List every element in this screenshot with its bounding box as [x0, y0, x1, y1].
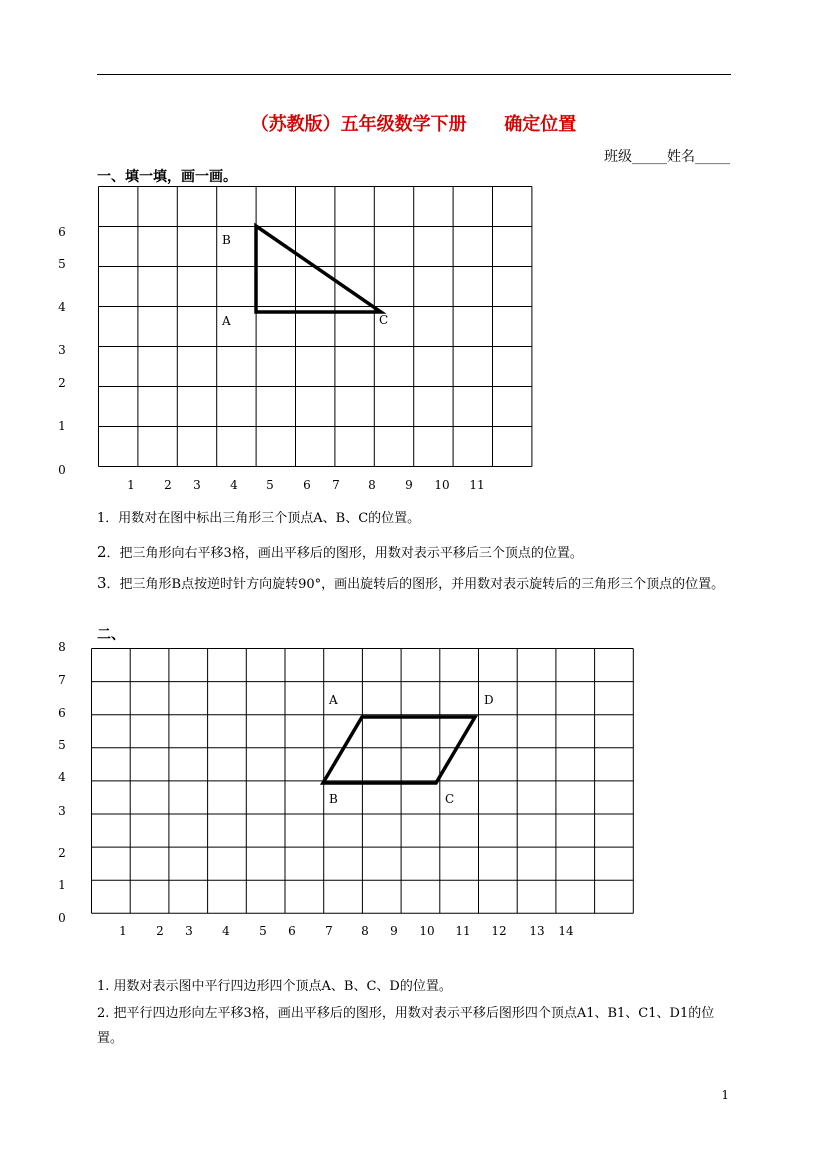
question-number: 2: [97, 1006, 106, 1021]
x-label: 2: [164, 478, 172, 492]
vertex-label-a: A: [222, 314, 231, 328]
question-text: . 用数对表示图中平行四边形四个顶点A、B、C、D的位置。: [105, 979, 452, 994]
section1-question-1: [97, 507, 737, 532]
x-label: 11: [455, 924, 471, 938]
x-label: 3: [193, 478, 201, 492]
x-label: 5: [259, 924, 267, 938]
vertex-label-c: C: [445, 792, 455, 806]
grid2-lines: [92, 649, 634, 914]
x-label: 14: [558, 924, 574, 938]
y-label: 1: [58, 419, 66, 433]
x-label: 5: [266, 478, 274, 492]
y-label: 6: [58, 225, 66, 239]
x-label: 1: [119, 924, 127, 938]
y-label: 1: [58, 878, 66, 892]
question-text: ．把三角形B点按逆时针方向旋转90°，画出旋转后的图形，并用数对表示旋转后的三角形三个顶点的位置。: [106, 577, 725, 592]
class-name-line: 班级_____姓名_____: [604, 149, 730, 165]
x-label: 9: [405, 478, 413, 492]
y-label: 3: [58, 804, 66, 818]
question-text: . 把平行四边形向左平移3格，画出平移后的图形，用数对表示平移后图形四个顶点A1、B1、C1、D1的位置。: [97, 1006, 715, 1046]
vertex-label-c: C: [379, 313, 389, 327]
question-number: 2: [97, 543, 107, 561]
x-label: 7: [325, 924, 333, 938]
y-label: 5: [58, 257, 66, 271]
section2-question-1: [97, 975, 737, 1000]
x-label: 2: [156, 924, 164, 938]
x-label: 1: [127, 478, 135, 492]
question-text: ．用数对在图中标出三角形三个顶点A、B、C的位置。: [105, 511, 421, 526]
y-label: 6: [58, 706, 66, 720]
vertex-label-a: A: [329, 693, 338, 707]
question-number: 3: [97, 574, 107, 592]
vertex-label-b: B: [329, 792, 338, 806]
y-label: 5: [58, 738, 66, 752]
x-label: 8: [368, 478, 376, 492]
x-label: 3: [185, 924, 193, 938]
x-label: 8: [361, 924, 369, 938]
parallelogram-shape: [323, 717, 475, 783]
vertex-label-b: B: [222, 233, 231, 247]
y-label: 2: [58, 846, 66, 860]
section1-question-3: [97, 569, 737, 598]
x-label: 12: [491, 924, 507, 938]
question-number: 1: [97, 511, 106, 526]
section1-heading: 一、填一填，画一画。: [97, 169, 237, 185]
question-number: 1: [97, 979, 106, 994]
x-label: 9: [390, 924, 398, 938]
y-label: 4: [58, 300, 66, 314]
y-label: 2: [58, 376, 66, 390]
vertex-label-d: D: [484, 693, 494, 707]
triangle-shape: [256, 226, 381, 312]
x-label: 4: [222, 924, 230, 938]
x-label: 7: [332, 478, 340, 492]
page-title: （苏教版）五年级数学下册 确定位置: [250, 114, 577, 135]
y-label: 3: [58, 343, 66, 357]
x-label: 11: [469, 478, 485, 492]
x-label: 6: [288, 924, 296, 938]
section2-heading: 二、: [97, 627, 125, 643]
y-label: 8: [58, 640, 66, 654]
section2-question-2: [97, 1002, 739, 1051]
x-label: 10: [434, 478, 450, 492]
y-label: 7: [58, 673, 66, 687]
y-label: 0: [58, 911, 66, 925]
x-label: 6: [303, 478, 311, 492]
grid1-lines: [99, 187, 532, 467]
x-label: 4: [230, 478, 238, 492]
x-label: 13: [529, 924, 545, 938]
section1-question-2: [97, 538, 737, 567]
x-label: 10: [419, 924, 435, 938]
y-label: 0: [58, 463, 66, 477]
page-number: 1: [721, 1088, 729, 1102]
question-text: ．把三角形向右平移3格，画出平移后的图形，用数对表示平移后三个顶点的位置。: [106, 546, 583, 561]
y-label: 4: [58, 770, 66, 784]
